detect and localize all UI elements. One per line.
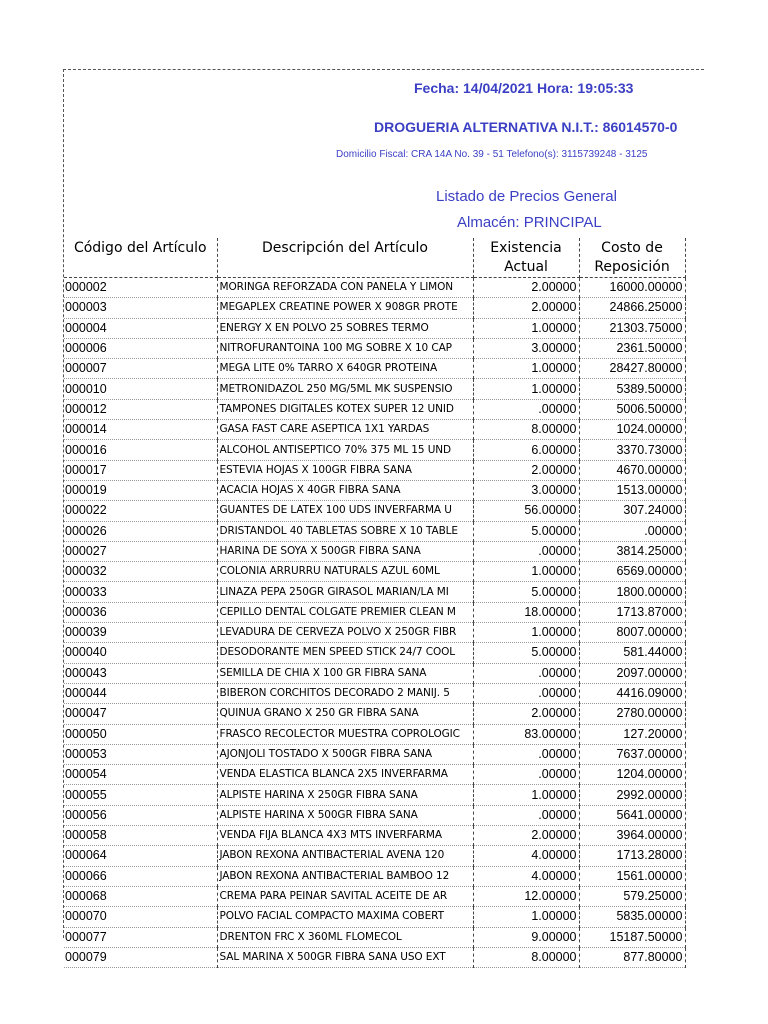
stock-cell: .00000 xyxy=(473,541,579,561)
article-description-cell: LINAZA PEPA 250GR GIRASOL MARIAN/LA MI xyxy=(217,582,473,602)
stock-cell: .00000 xyxy=(473,765,579,785)
table-row xyxy=(64,785,685,805)
article-description-cell: ACACIA HOJAS X 40GR FIBRA SANA xyxy=(217,480,473,500)
stock-cell: 1.00000 xyxy=(473,318,579,338)
article-description-cell: SEMILLA DE CHIA X 100 GR FIBRA SANA xyxy=(217,663,473,683)
table-row xyxy=(64,440,685,460)
table-row xyxy=(64,521,685,541)
stock-cell: 2.00000 xyxy=(473,298,579,318)
stock-cell: 83.00000 xyxy=(473,724,579,744)
cost-cell: 2992.00000 xyxy=(579,785,685,805)
article-code-cell: 000007 xyxy=(64,359,217,379)
stock-cell: 1.00000 xyxy=(473,623,579,643)
column-header-label: Existencia xyxy=(490,239,562,256)
article-description-cell: BIBERON CORCHITOS DECORADO 2 MANIJ. 5 xyxy=(217,683,473,703)
article-description-cell: LEVADURA DE CERVEZA POLVO X 250GR FIBR xyxy=(217,623,473,643)
stock-cell: .00000 xyxy=(473,805,579,825)
table-row xyxy=(64,805,685,825)
column-header-description xyxy=(217,238,473,278)
stock-cell: 2.00000 xyxy=(473,826,579,846)
stock-cell: 1.00000 xyxy=(473,785,579,805)
cost-cell: 16000.00000 xyxy=(579,278,685,298)
article-code-cell: 000036 xyxy=(64,602,217,622)
table-row xyxy=(64,541,685,561)
article-description-cell: ALPISTE HARINA X 250GR FIBRA SANA xyxy=(217,785,473,805)
stock-cell: 5.00000 xyxy=(473,582,579,602)
column-header-label: Costo de xyxy=(601,239,663,256)
table-row xyxy=(64,947,685,967)
table-row xyxy=(64,480,685,500)
table-row xyxy=(64,562,685,582)
article-description-cell: QUINUA GRANO X 250 GR FIBRA SANA xyxy=(217,704,473,724)
article-description-cell: VENDA FIJA BLANCA 4X3 MTS INVERFARMA xyxy=(217,826,473,846)
article-code-cell: 000056 xyxy=(64,805,217,825)
cost-cell: 4416.09000 xyxy=(579,683,685,703)
article-code-cell: 000054 xyxy=(64,765,217,785)
cost-cell: 1204.00000 xyxy=(579,765,685,785)
table-row xyxy=(64,744,685,764)
article-description-cell: VENDA ELASTICA BLANCA 2X5 INVERFARMA xyxy=(217,765,473,785)
stock-cell: 8.00000 xyxy=(473,947,579,967)
company-name-nit: DROGUERIA ALTERNATIVA N.I.T.: 86014570-0 xyxy=(374,119,678,135)
stock-cell: .00000 xyxy=(473,663,579,683)
table-row xyxy=(64,643,685,663)
cost-cell: 579.25000 xyxy=(579,886,685,906)
article-description-cell: MORINGA REFORZADA CON PANELA Y LIMON xyxy=(217,278,473,298)
table-row xyxy=(64,846,685,866)
table-row xyxy=(64,683,685,703)
stock-cell: 8.00000 xyxy=(473,420,579,440)
price-list-sheet xyxy=(63,69,704,964)
article-description-cell: NITROFURANTOINA 100 MG SOBRE X 10 CAP xyxy=(217,338,473,358)
article-code-cell: 000022 xyxy=(64,501,217,521)
cost-cell: 2780.00000 xyxy=(579,704,685,724)
cost-cell: 5835.00000 xyxy=(579,907,685,927)
stock-cell: 5.00000 xyxy=(473,643,579,663)
article-description-cell: GASA FAST CARE ASEPTICA 1X1 YARDAS xyxy=(217,420,473,440)
table-header-row xyxy=(64,238,685,278)
article-description-cell: GUANTES DE LATEX 100 UDS INVERFARMA U xyxy=(217,501,473,521)
article-code-cell: 000079 xyxy=(64,947,217,967)
cost-cell: 1513.00000 xyxy=(579,480,685,500)
stock-cell: 1.00000 xyxy=(473,562,579,582)
table-row xyxy=(64,663,685,683)
article-description-cell: CREMA PARA PEINAR SAVITAL ACEITE DE AR xyxy=(217,886,473,906)
stock-cell: 5.00000 xyxy=(473,521,579,541)
table-row xyxy=(64,927,685,947)
table-row xyxy=(64,379,685,399)
report-date-time: Fecha: 14/04/2021 Hora: 19:05:33 xyxy=(414,80,634,96)
article-code-cell: 000064 xyxy=(64,846,217,866)
table-row xyxy=(64,582,685,602)
article-description-cell: ESTEVIA HOJAS X 100GR FIBRA SANA xyxy=(217,460,473,480)
stock-cell: 6.00000 xyxy=(473,440,579,460)
cost-cell: 15187.50000 xyxy=(579,927,685,947)
stock-cell: 18.00000 xyxy=(473,602,579,622)
article-code-cell: 000058 xyxy=(64,826,217,846)
cost-cell: 6569.00000 xyxy=(579,562,685,582)
cost-cell: 5006.50000 xyxy=(579,399,685,419)
article-code-cell: 000044 xyxy=(64,683,217,703)
article-code-cell: 000077 xyxy=(64,927,217,947)
article-description-cell: METRONIDAZOL 250 MG/5ML MK SUSPENSIO xyxy=(217,379,473,399)
table-row xyxy=(64,318,685,338)
article-description-cell: JABON REXONA ANTIBACTERIAL AVENA 120 xyxy=(217,846,473,866)
cost-cell: 21303.75000 xyxy=(579,318,685,338)
article-code-cell: 000012 xyxy=(64,399,217,419)
column-header-stock xyxy=(473,238,579,278)
article-code-cell: 000027 xyxy=(64,541,217,561)
article-description-cell: DRENTON FRC X 360ML FLOMECOL xyxy=(217,927,473,947)
cost-cell: .00000 xyxy=(579,521,685,541)
cost-cell: 1800.00000 xyxy=(579,582,685,602)
article-code-cell: 000006 xyxy=(64,338,217,358)
cost-cell: 24866.25000 xyxy=(579,298,685,318)
article-code-cell: 000014 xyxy=(64,420,217,440)
article-code-cell: 000050 xyxy=(64,724,217,744)
column-header-label-line2: Reposición xyxy=(594,258,670,275)
table-row xyxy=(64,460,685,480)
cost-cell: 877.80000 xyxy=(579,947,685,967)
column-header-label-line2: Actual xyxy=(504,258,548,275)
stock-cell: 12.00000 xyxy=(473,886,579,906)
stock-cell: 3.00000 xyxy=(473,338,579,358)
column-header-label: Código del Artículo xyxy=(73,240,207,256)
table-row xyxy=(64,704,685,724)
article-description-cell: DESODORANTE MEN SPEED STICK 24/7 COOL xyxy=(217,643,473,663)
article-code-cell: 000004 xyxy=(64,318,217,338)
stock-cell: 2.00000 xyxy=(473,460,579,480)
table-row xyxy=(64,623,685,643)
cost-cell: 7637.00000 xyxy=(579,744,685,764)
article-code-cell: 000068 xyxy=(64,886,217,906)
article-code-cell: 000040 xyxy=(64,643,217,663)
article-code-cell: 000010 xyxy=(64,379,217,399)
cost-cell: 581.44000 xyxy=(579,643,685,663)
article-code-cell: 000032 xyxy=(64,562,217,582)
column-header-cost xyxy=(579,238,685,278)
article-code-cell: 000019 xyxy=(64,480,217,500)
article-description-cell: HARINA DE SOYA X 500GR FIBRA SANA xyxy=(217,541,473,561)
stock-cell: 56.00000 xyxy=(473,501,579,521)
table-row xyxy=(64,501,685,521)
report-title: Listado de Precios General xyxy=(436,188,617,205)
table-row xyxy=(64,765,685,785)
cost-cell: 1561.00000 xyxy=(579,866,685,886)
stock-cell: .00000 xyxy=(473,399,579,419)
table-row xyxy=(64,907,685,927)
warehouse-label: Almacén: PRINCIPAL xyxy=(457,214,602,231)
cost-cell: 1024.00000 xyxy=(579,420,685,440)
article-description-cell: JABON REXONA ANTIBACTERIAL BAMBOO 12 xyxy=(217,866,473,886)
article-description-cell: TAMPONES DIGITALES KOTEX SUPER 12 UNID xyxy=(217,399,473,419)
article-code-cell: 000016 xyxy=(64,440,217,460)
cost-cell: 2361.50000 xyxy=(579,338,685,358)
article-description-cell: ALPISTE HARINA X 500GR FIBRA SANA xyxy=(217,805,473,825)
cost-cell: 3370.73000 xyxy=(579,440,685,460)
company-address: Domicilio Fiscal: CRA 14A No. 39 - 51 Telefono(s): 3115739248 - 3125 xyxy=(336,149,648,160)
stock-cell: .00000 xyxy=(473,744,579,764)
article-code-cell: 000017 xyxy=(64,460,217,480)
stock-cell: .00000 xyxy=(473,683,579,703)
column-header-code xyxy=(64,238,217,278)
article-description-cell: MEGAPLEX CREATINE POWER X 908GR PROTE xyxy=(217,298,473,318)
article-code-cell: 000043 xyxy=(64,663,217,683)
cost-cell: 307.24000 xyxy=(579,501,685,521)
table-row xyxy=(64,338,685,358)
cost-cell: 5389.50000 xyxy=(579,379,685,399)
article-code-cell: 000026 xyxy=(64,521,217,541)
cost-cell: 127.20000 xyxy=(579,724,685,744)
stock-cell: 9.00000 xyxy=(473,927,579,947)
table-body xyxy=(64,278,685,968)
stock-cell: 1.00000 xyxy=(473,359,579,379)
article-code-cell: 000033 xyxy=(64,582,217,602)
table-row xyxy=(64,866,685,886)
article-code-cell: 000002 xyxy=(64,278,217,298)
cost-cell: 3814.25000 xyxy=(579,541,685,561)
cost-cell: 1713.87000 xyxy=(579,602,685,622)
cost-cell: 2097.00000 xyxy=(579,663,685,683)
table-row xyxy=(64,420,685,440)
table-row xyxy=(64,886,685,906)
article-code-cell: 000047 xyxy=(64,704,217,724)
stock-cell: 1.00000 xyxy=(473,379,579,399)
table-row xyxy=(64,359,685,379)
cost-cell: 4670.00000 xyxy=(579,460,685,480)
article-description-cell: AJONJOLI TOSTADO X 500GR FIBRA SANA xyxy=(217,744,473,764)
article-code-cell: 000066 xyxy=(64,866,217,886)
column-header-label: Descripción del Artículo xyxy=(262,240,428,256)
stock-cell: 4.00000 xyxy=(473,846,579,866)
table-row xyxy=(64,826,685,846)
stock-cell: 2.00000 xyxy=(473,278,579,298)
article-description-cell: FRASCO RECOLECTOR MUESTRA COPROLOGIC xyxy=(217,724,473,744)
cost-cell: 1713.28000 xyxy=(579,846,685,866)
cost-cell: 5641.00000 xyxy=(579,805,685,825)
article-description-cell: SAL MARINA X 500GR FIBRA SANA USO EXT xyxy=(217,947,473,967)
table-row xyxy=(64,724,685,744)
table-row xyxy=(64,399,685,419)
cost-cell: 28427.80000 xyxy=(579,359,685,379)
table-row xyxy=(64,278,685,298)
article-code-cell: 000053 xyxy=(64,744,217,764)
stock-cell: 1.00000 xyxy=(473,907,579,927)
article-description-cell: POLVO FACIAL COMPACTO MAXIMA COBERT xyxy=(217,907,473,927)
stock-cell: 2.00000 xyxy=(473,704,579,724)
article-description-cell: MEGA LITE 0% TARRO X 640GR PROTEINA xyxy=(217,359,473,379)
stock-cell: 4.00000 xyxy=(473,866,579,886)
article-description-cell: CEPILLO DENTAL COLGATE PREMIER CLEAN M xyxy=(217,602,473,622)
article-code-cell: 000055 xyxy=(64,785,217,805)
table-row xyxy=(64,298,685,318)
cost-cell: 3964.00000 xyxy=(579,826,685,846)
price-table xyxy=(64,238,686,968)
article-code-cell: 000003 xyxy=(64,298,217,318)
article-code-cell: 000070 xyxy=(64,907,217,927)
article-code-cell: 000039 xyxy=(64,623,217,643)
cost-cell: 8007.00000 xyxy=(579,623,685,643)
table-row xyxy=(64,602,685,622)
article-description-cell: DRISTANDOL 40 TABLETAS SOBRE X 10 TABLE xyxy=(217,521,473,541)
article-description-cell: ENERGY X EN POLVO 25 SOBRES TERMO xyxy=(217,318,473,338)
article-description-cell: COLONIA ARRURRU NATURALS AZUL 60ML xyxy=(217,562,473,582)
stock-cell: 3.00000 xyxy=(473,480,579,500)
article-description-cell: ALCOHOL ANTISEPTICO 70% 375 ML 15 UND xyxy=(217,440,473,460)
